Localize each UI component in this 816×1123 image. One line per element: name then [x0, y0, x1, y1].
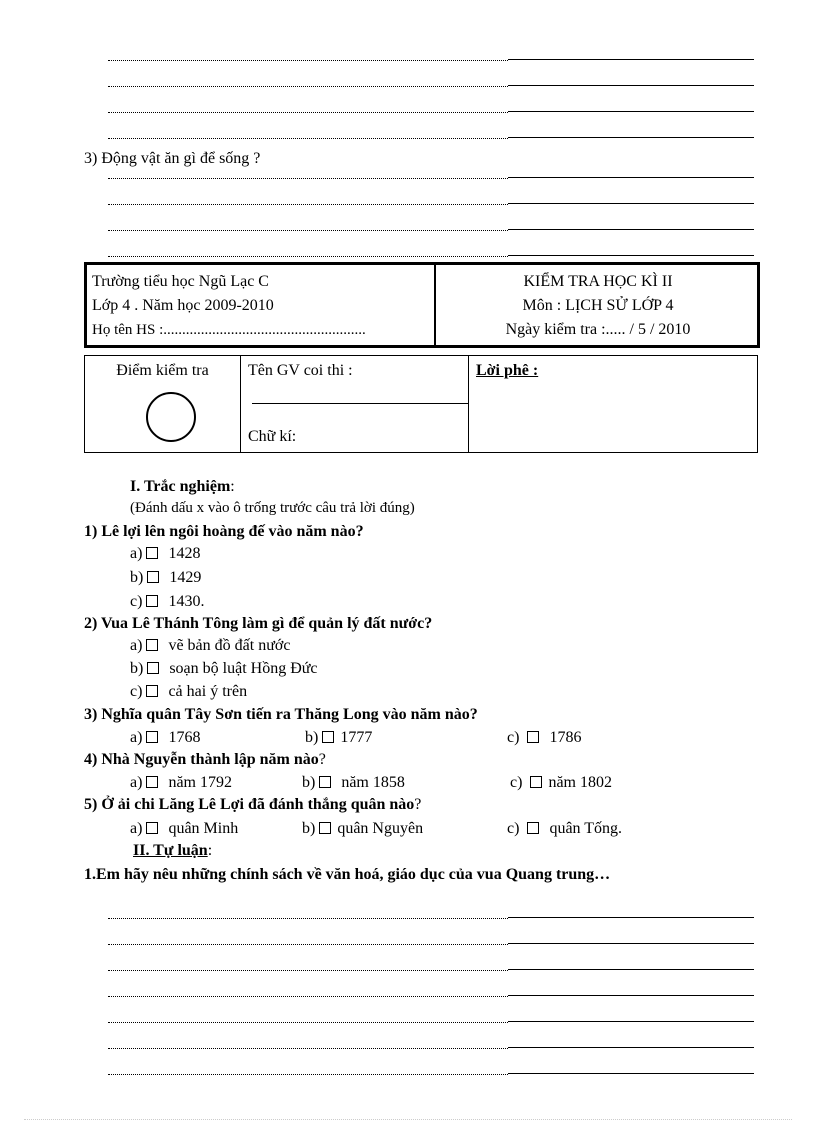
q2-option-a[interactable]	[130, 637, 290, 655]
checkbox[interactable]	[146, 639, 158, 651]
exam-subject: Môn : LỊCH SỬ LỚP 4	[522, 297, 674, 314]
option-text: năm 1792	[168, 774, 232, 791]
checkbox[interactable]	[527, 731, 539, 743]
question-4-mark: ?	[318, 751, 326, 768]
q2-option-b[interactable]	[130, 660, 318, 678]
comment-label: Lời phê :	[476, 362, 539, 379]
option-label: c)	[510, 774, 523, 791]
q1-option-a[interactable]	[130, 545, 200, 563]
part2-title-text: II. Tự luận	[133, 842, 208, 859]
checkbox[interactable]	[146, 595, 158, 607]
part1-title	[130, 478, 235, 496]
part1-instruction: (Đánh dấu x vào ô trống trước câu trả lời đúng)	[130, 500, 415, 516]
option-label: b)	[130, 569, 144, 586]
exam-header	[84, 262, 760, 348]
part1-title-colon: :	[230, 478, 235, 495]
question-3: 3) Nghĩa quân Tây Sơn tiến ra Thăng Long vào năm nào?	[84, 706, 478, 723]
class-year: Lớp 4 . Năm học 2009-2010	[92, 297, 274, 314]
checkbox[interactable]	[322, 731, 334, 743]
checkbox[interactable]	[530, 776, 542, 788]
option-label: c)	[507, 729, 520, 746]
checkbox[interactable]	[146, 776, 158, 788]
option-label: a)	[130, 637, 143, 654]
q4-option-c[interactable]	[510, 774, 612, 792]
option-text: năm 1802	[548, 774, 612, 791]
option-label: c)	[130, 683, 143, 700]
q3-option-a[interactable]	[130, 729, 200, 747]
score-box	[84, 355, 758, 453]
question-1: 1) Lê lợi lên ngôi hoàng đế vào năm nào?	[84, 523, 364, 540]
option-text: 1430.	[168, 593, 205, 610]
q4-option-a[interactable]	[130, 774, 232, 792]
option-label: a)	[130, 729, 143, 746]
checkbox[interactable]	[146, 822, 158, 834]
checkbox[interactable]	[146, 731, 158, 743]
q3-option-b[interactable]	[305, 729, 372, 747]
checkbox[interactable]	[146, 547, 158, 559]
q1-option-b[interactable]	[130, 569, 201, 587]
score-label: Điểm kiểm tra	[116, 362, 209, 379]
q5-option-a[interactable]	[130, 820, 238, 838]
option-label: a)	[130, 820, 143, 837]
option-text: 1429	[169, 569, 202, 586]
checkbox[interactable]	[319, 776, 331, 788]
option-label: c)	[507, 820, 520, 837]
question-5-text: 5) Ở ải chi Lăng Lê Lợi đã đánh thắng quân nào	[84, 796, 415, 813]
option-label: b)	[305, 729, 319, 746]
page-edge-line	[24, 1119, 792, 1120]
question-4	[84, 751, 326, 769]
part2-title	[133, 842, 212, 860]
option-label: b)	[130, 660, 144, 677]
option-text: quân Nguyên	[337, 820, 424, 837]
option-text: 1768	[168, 729, 201, 746]
question-2: 2) Vua Lê Thánh Tông làm gì để quản lý đất nước?	[84, 615, 433, 632]
option-text: 1786	[549, 729, 582, 746]
part1-title-text: I. Trắc nghiệm	[130, 478, 231, 495]
science-question-3-text: 3) Động vật ăn gì để sống ?	[84, 150, 261, 167]
essay-question-1: 1.Em hãy nêu những chính sách về văn hoá, giáo dục của vua Quang trung…	[84, 866, 611, 883]
q5-option-b[interactable]	[302, 820, 423, 838]
option-label: a)	[130, 545, 143, 562]
student-name-field[interactable]: Họ tên HS :......................................................	[92, 322, 366, 338]
question-5	[84, 796, 421, 814]
q5-option-c[interactable]	[507, 820, 622, 838]
option-text: quân Tống.	[549, 820, 623, 837]
q4-option-b[interactable]	[302, 774, 405, 792]
option-text: cả hai ý trên	[168, 683, 248, 700]
science-question-3	[84, 150, 260, 168]
option-label: c)	[130, 593, 143, 610]
q2-option-c[interactable]	[130, 683, 247, 701]
teacher-label: Tên GV coi thi :	[248, 362, 353, 379]
part2-title-colon: :	[207, 842, 213, 859]
option-text: 1428	[168, 545, 201, 562]
checkbox[interactable]	[147, 571, 159, 583]
option-text: quân Minh	[168, 820, 239, 837]
checkbox[interactable]	[527, 822, 539, 834]
signature-label: Chữ kí:	[248, 428, 297, 445]
q1-option-c[interactable]	[130, 593, 204, 611]
option-text: 1777	[340, 729, 373, 746]
checkbox[interactable]	[146, 685, 158, 697]
teacher-name-line[interactable]	[252, 403, 468, 404]
header-divider	[434, 265, 436, 345]
question-5-mark: ?	[414, 796, 422, 813]
option-text: vẽ bản đồ đất nước	[168, 637, 291, 654]
option-label: a)	[130, 774, 143, 791]
option-label: b)	[302, 774, 316, 791]
option-text: soạn bộ luật Hồng Đức	[169, 660, 318, 677]
option-text: năm 1858	[341, 774, 405, 791]
checkbox[interactable]	[147, 662, 159, 674]
exam-title: KIỂM TRA HỌC KÌ II	[523, 273, 673, 290]
option-label: b)	[302, 820, 316, 837]
exam-date: Ngày kiểm tra :..... / 5 / 2010	[505, 321, 691, 338]
school-name: Trường tiểu học Ngũ Lạc C	[92, 273, 269, 290]
q3-option-c[interactable]	[507, 729, 581, 747]
question-4-text: 4) Nhà Nguyễn thành lập năm nào	[84, 751, 319, 768]
score-circle[interactable]	[146, 392, 196, 442]
checkbox[interactable]	[319, 822, 331, 834]
